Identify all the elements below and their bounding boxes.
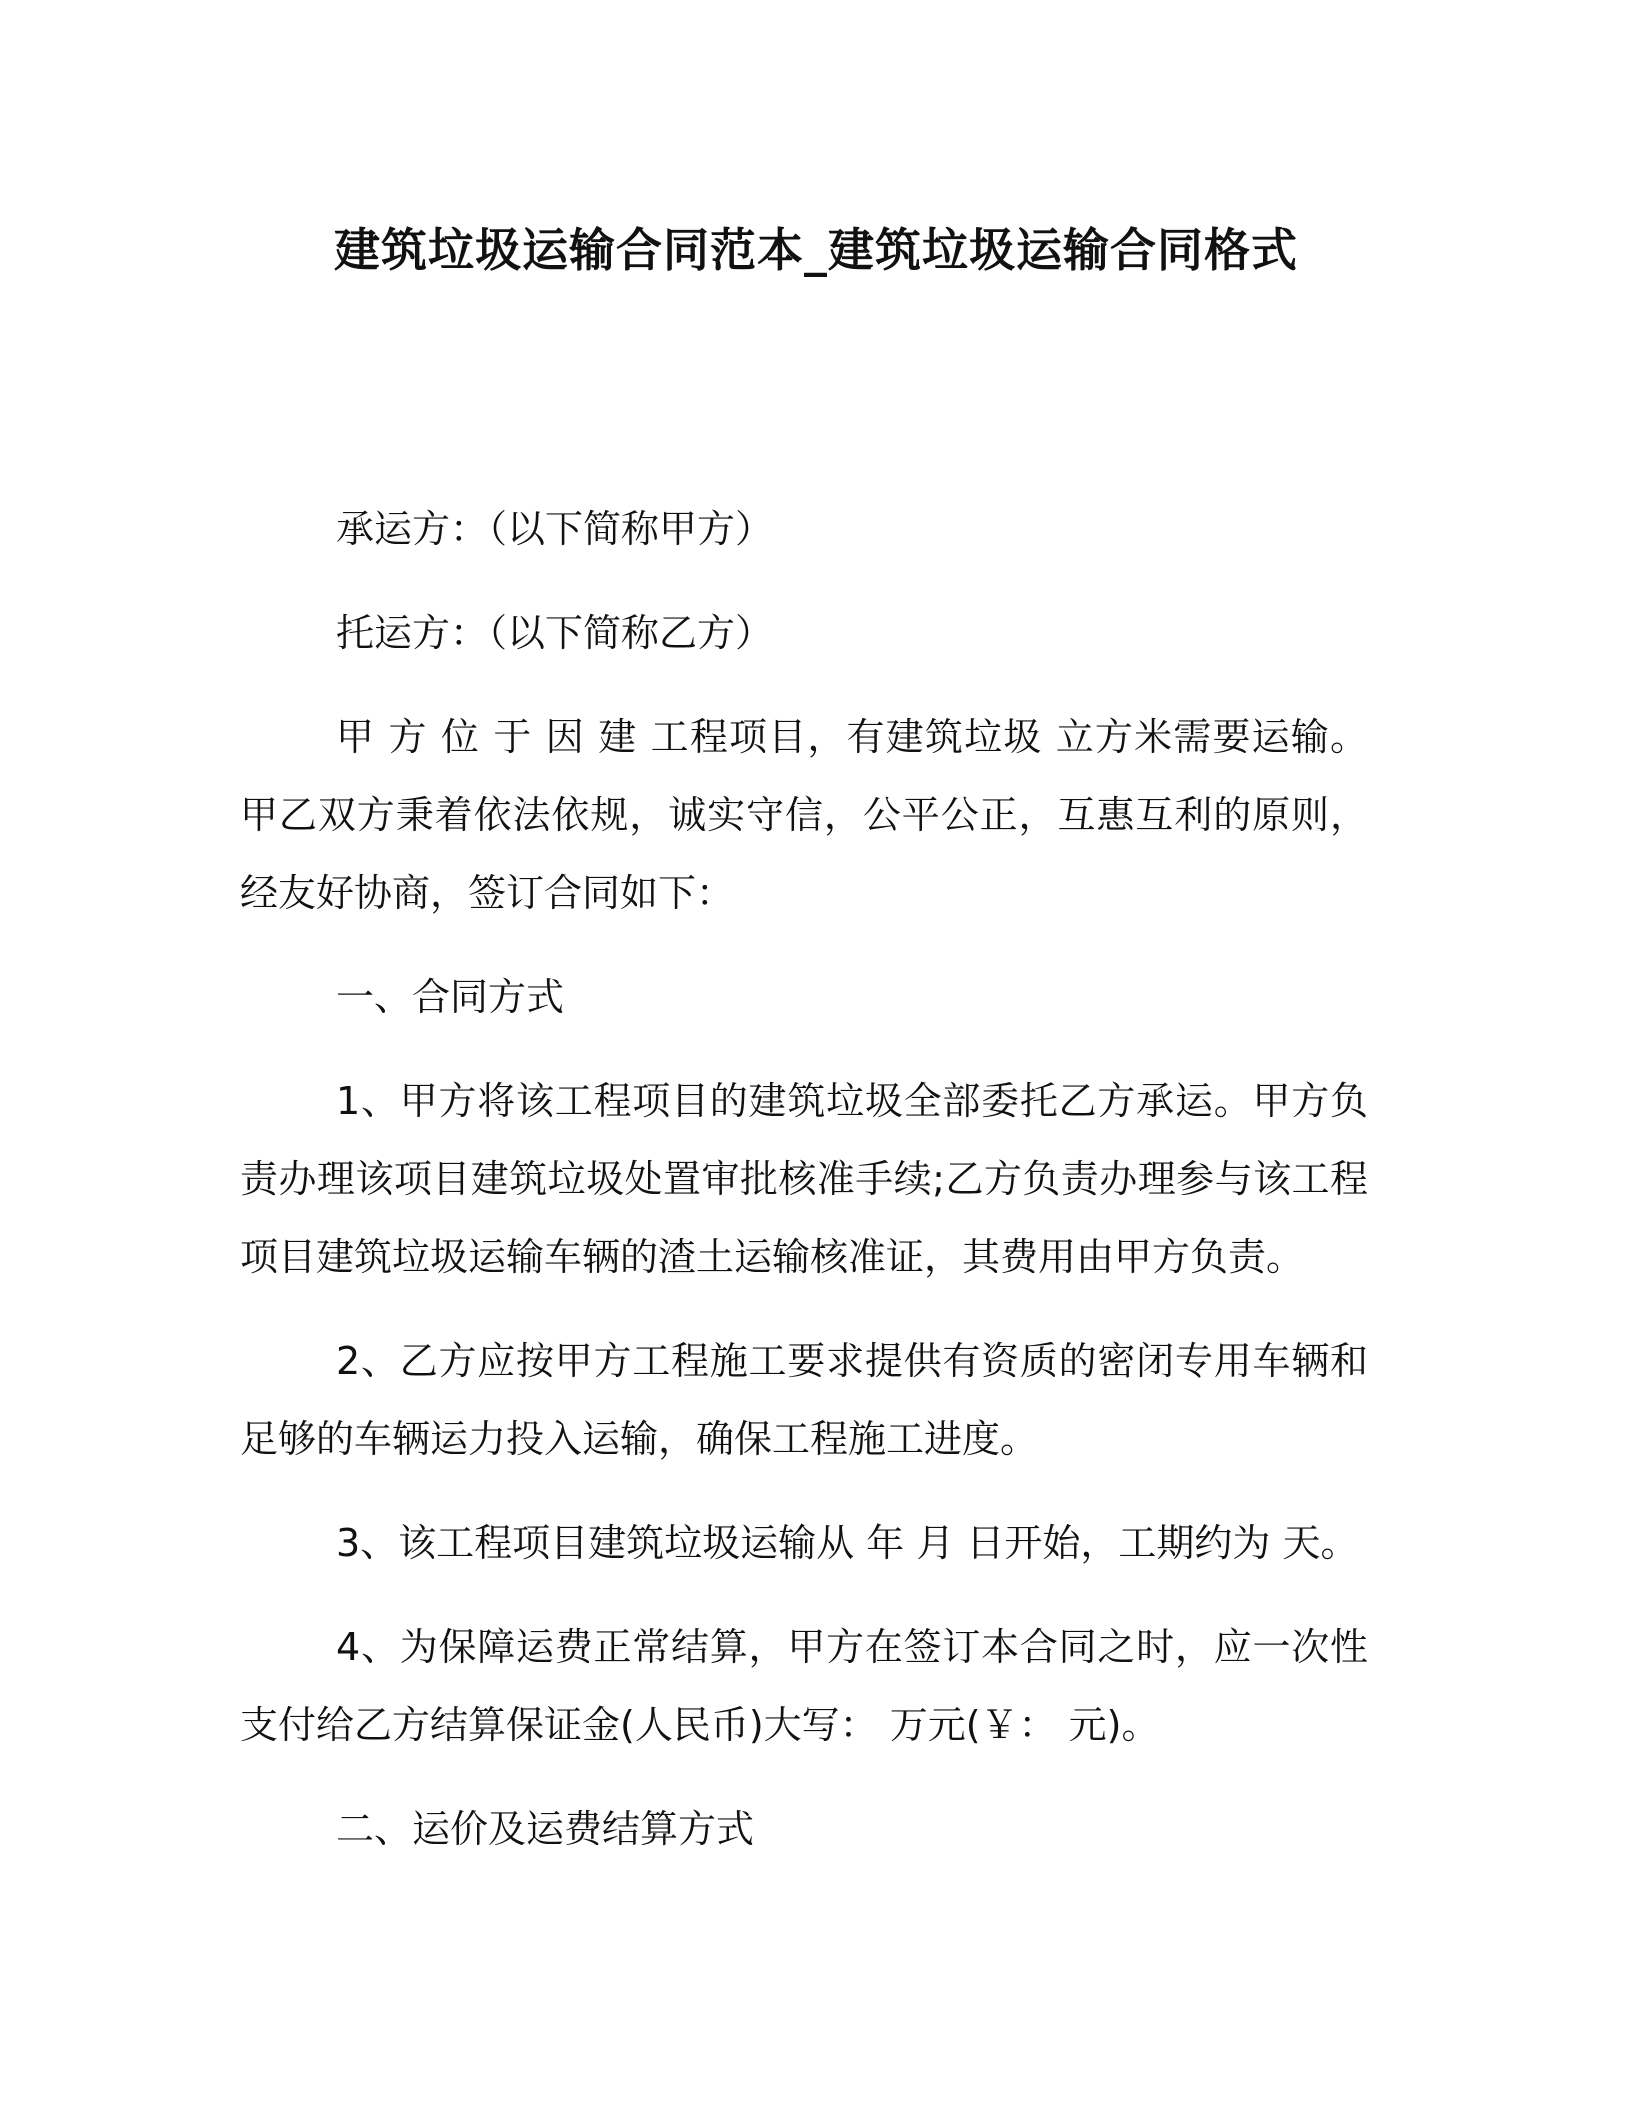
section-heading-contract-method: 一、合同方式 [336, 975, 565, 1019]
document-title: 建筑垃圾运输合同范本_建筑垃圾运输合同格式 [334, 223, 1298, 277]
document-body [240, 490, 1368, 1894]
clause-3: 3、该工程项目建筑垃圾运输从 年 月 日开始，工期约为 天。 [336, 1521, 1359, 1565]
paragraph-intro: 甲 方 位 于 因 建 工程项目，有建筑垃圾 立方米需要运输。甲乙双方秉着依法依规，诚实守信，公平公正，互惠互利的原则，经友好协商，签订合同如下： [240, 715, 1368, 915]
clause-2: 2、乙方应按甲方工程施工要求提供有资质的密闭专用车辆和足够的车辆运力投入运输，确保工程施工进度。 [240, 1339, 1368, 1461]
section-heading-pricing: 二、运价及运费结算方式 [336, 1807, 755, 1851]
clause-4: 4、为保障运费正常结算，甲方在签订本合同之时，应一次性支付给乙方结算保证金(人民币)大写： 万元(￥： 元)。 [240, 1625, 1368, 1747]
clause-1: 1、甲方将该工程项目的建筑垃圾全部委托乙方承运。甲方负责办理该项目建筑垃圾处置审批核准手续;乙方负责办理参与该工程项目建筑垃圾运输车辆的渣土运输核准证，其费用由甲方负责。 [240, 1079, 1368, 1279]
paragraph-shipper: 托运方：（以下简称乙方） [336, 611, 774, 655]
paragraph-carrier: 承运方：（以下简称甲方） [336, 507, 774, 551]
